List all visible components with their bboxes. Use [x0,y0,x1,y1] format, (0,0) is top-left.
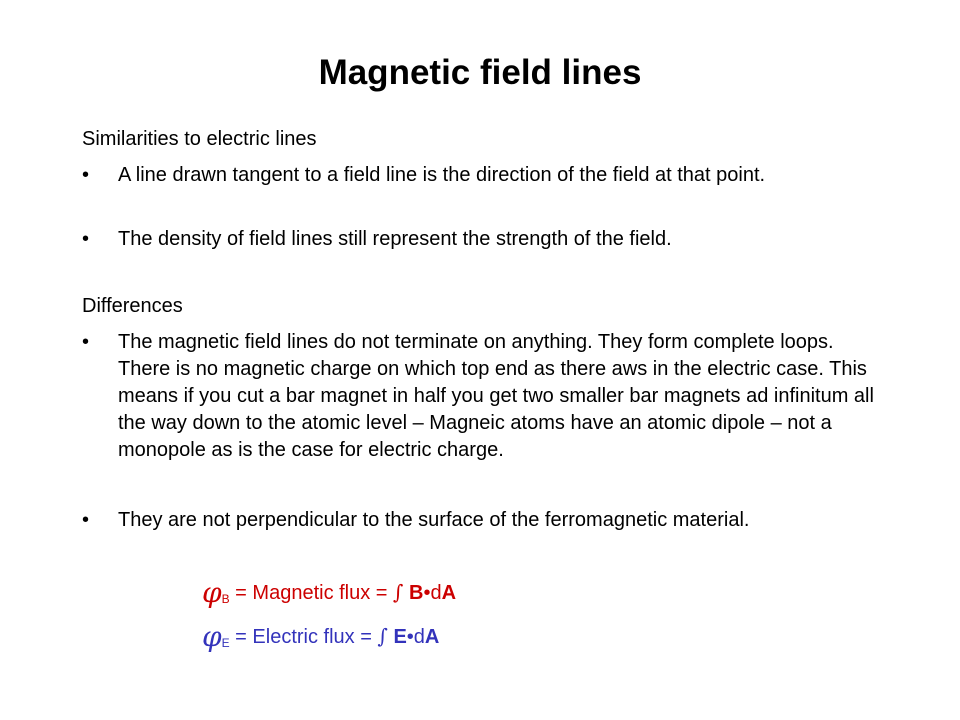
flux-subscript: B [221,592,230,606]
phi-symbol: φ [202,576,222,609]
electric-flux-equation [202,622,439,657]
dot-product: •d [423,582,442,604]
bullet-text: The density of field lines still represent the strength of the field. [118,228,672,250]
magnetic-flux-equation [202,578,456,613]
bullet-text: They are not perpendicular to the surface of the ferromagnetic material. [118,509,750,531]
field-symbol: E [393,626,407,648]
area-symbol: A [424,626,440,648]
bullet-marker: • [82,164,90,186]
bullet-marker: • [82,509,90,531]
dot-product: •d [406,626,425,648]
similarities-bullet-1 [82,162,882,189]
flux-subscript: E [221,636,230,650]
area-symbol: A [441,582,457,604]
integral-symbol: ∫ [393,580,404,604]
bullet-text: A line drawn tangent to a field line is the direction of the field at that point. [118,164,766,186]
differences-heading: Differences [82,295,183,317]
bullet-text: The magnetic field lines do not terminate on anything. They form complete loops. There is no magnetic charge on which top end as there aws in the electric case. This means if you cut a bar magnet in half you get two smaller bar magnets ad infinitum all the way down to the atomic level – Magneic atoms have an atomic dipole – not a monopole as is the case for electric charge. [118,331,874,461]
similarities-heading: Similarities to electric lines [82,128,317,150]
differences-bullet-1 [82,329,882,464]
integral-symbol: ∫ [377,624,388,648]
flux-label: = Magnetic flux = [229,582,394,604]
bullet-marker: • [82,331,90,353]
differences-bullet-2 [82,507,882,534]
similarities-bullet-2 [82,226,882,253]
bullet-marker: • [82,228,90,250]
phi-symbol: φ [202,620,222,653]
flux-label: = Electric flux = [229,626,378,648]
slide-title: Magnetic field lines [318,53,642,92]
field-symbol: B [409,582,424,604]
